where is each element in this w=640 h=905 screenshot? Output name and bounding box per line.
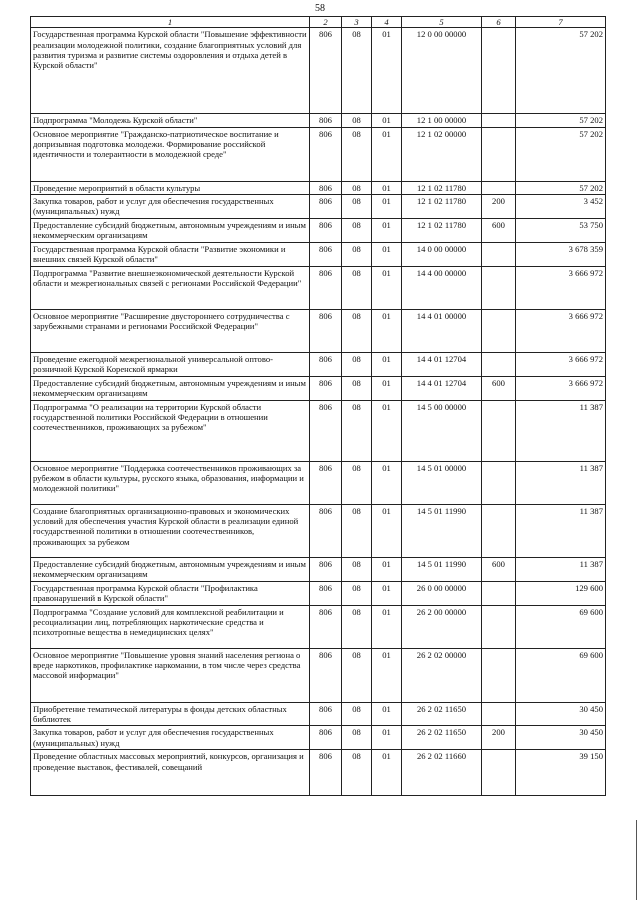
row-admin-code: 806: [310, 376, 342, 400]
row-subsection: 01: [372, 28, 402, 114]
row-target-article: 14 5 01 11990: [402, 504, 482, 557]
column-number: 2: [310, 17, 342, 28]
row-expense-type: [482, 242, 516, 266]
row-expense-type: [482, 702, 516, 726]
row-subsection: 01: [372, 400, 402, 461]
row-admin-code: 806: [310, 242, 342, 266]
row-subsection: 01: [372, 114, 402, 127]
row-target-article: 26 2 02 11650: [402, 726, 482, 750]
row-target-article: 14 4 01 12704: [402, 376, 482, 400]
row-name: Закупка товаров, работ и услуг для обеспечения государственных (муниципальных) нужд: [31, 194, 310, 218]
row-name: Проведение ежегодной межрегиональной универсальной оптово-розничной Курской Коренской ярмарки: [31, 352, 310, 376]
row-subsection: 01: [372, 376, 402, 400]
table-row: [31, 557, 606, 581]
row-expense-type: 600: [482, 218, 516, 242]
column-number: 4: [372, 17, 402, 28]
row-expense-type: [482, 309, 516, 352]
row-name: Государственная программа Курской области "Повышение эффективности реализации молодежной политики, создание благоприятных условий для развития туризма и развитие системы оздоровления и отдыха детей в Курской области": [31, 28, 310, 114]
row-amount: 57 202: [516, 114, 606, 127]
table-row: [31, 581, 606, 605]
row-target-article: 12 1 02 11780: [402, 194, 482, 218]
row-target-article: 26 2 02 00000: [402, 648, 482, 702]
row-amount: 3 666 972: [516, 376, 606, 400]
row-target-article: 26 2 00 00000: [402, 605, 482, 648]
row-admin-code: 806: [310, 28, 342, 114]
row-section: 08: [342, 352, 372, 376]
row-name: Подпрограмма "Создание условий для комплексной реабилитации и ресоциализации лиц, потребляющих наркотические средства и психотропные вещества в немедицинских целях": [31, 605, 310, 648]
row-name: Основное мероприятие "Гражданско-патриотическое воспитание и допризывная подготовка молодежи. Формирование российской идентичности и толерантности в молодежной среде": [31, 127, 310, 181]
row-expense-type: 200: [482, 194, 516, 218]
row-admin-code: 806: [310, 400, 342, 461]
row-target-article: 12 1 02 00000: [402, 127, 482, 181]
row-expense-type: [482, 581, 516, 605]
row-admin-code: 806: [310, 181, 342, 194]
row-section: 08: [342, 218, 372, 242]
column-number: 5: [402, 17, 482, 28]
row-target-article: 12 1 00 00000: [402, 114, 482, 127]
row-subsection: 01: [372, 218, 402, 242]
column-number: 7: [516, 17, 606, 28]
row-expense-type: [482, 750, 516, 796]
row-target-article: 26 0 00 00000: [402, 581, 482, 605]
row-amount: 3 678 359: [516, 242, 606, 266]
row-amount: 3 452: [516, 194, 606, 218]
row-subsection: 01: [372, 726, 402, 750]
row-section: 08: [342, 504, 372, 557]
column-number-row: [31, 17, 606, 28]
row-section: 08: [342, 461, 372, 504]
row-admin-code: 806: [310, 726, 342, 750]
row-admin-code: 806: [310, 461, 342, 504]
row-target-article: 12 1 02 11780: [402, 218, 482, 242]
row-amount: 39 150: [516, 750, 606, 796]
row-amount: 57 202: [516, 28, 606, 114]
row-name: Закупка товаров, работ и услуг для обеспечения государственных (муниципальных) нужд: [31, 726, 310, 750]
row-section: 08: [342, 127, 372, 181]
row-name: Проведение мероприятий в области культуры: [31, 181, 310, 194]
row-section: 08: [342, 726, 372, 750]
row-amount: 129 600: [516, 581, 606, 605]
row-subsection: 01: [372, 557, 402, 581]
row-target-article: 14 4 01 12704: [402, 352, 482, 376]
row-expense-type: [482, 504, 516, 557]
row-subsection: 01: [372, 181, 402, 194]
row-name: Предоставление субсидий бюджетным, автономным учреждениям и иным некоммерческим организациям: [31, 376, 310, 400]
table-row: [31, 376, 606, 400]
row-section: 08: [342, 181, 372, 194]
row-amount: 69 600: [516, 605, 606, 648]
table-row: [31, 309, 606, 352]
row-name: Подпрограмма "Развитие внешнеэкономической деятельности Курской области и межрегиональных связей с регионами Российской Федерации": [31, 266, 310, 309]
table-row: [31, 605, 606, 648]
row-admin-code: 806: [310, 750, 342, 796]
table-row: [31, 218, 606, 242]
row-section: 08: [342, 309, 372, 352]
row-subsection: 01: [372, 194, 402, 218]
row-admin-code: 806: [310, 605, 342, 648]
table-row: [31, 181, 606, 194]
row-subsection: 01: [372, 504, 402, 557]
row-section: 08: [342, 242, 372, 266]
row-amount: 30 450: [516, 726, 606, 750]
page-edge-line: [636, 820, 637, 900]
row-admin-code: 806: [310, 702, 342, 726]
row-amount: 11 387: [516, 461, 606, 504]
row-admin-code: 806: [310, 581, 342, 605]
row-admin-code: 806: [310, 557, 342, 581]
row-section: 08: [342, 648, 372, 702]
row-admin-code: 806: [310, 352, 342, 376]
row-amount: 3 666 972: [516, 352, 606, 376]
row-section: 08: [342, 702, 372, 726]
row-expense-type: [482, 114, 516, 127]
table-row: [31, 648, 606, 702]
table-row: [31, 266, 606, 309]
row-target-article: 14 0 00 00000: [402, 242, 482, 266]
row-target-article: 14 5 01 11990: [402, 557, 482, 581]
column-number: 1: [31, 17, 310, 28]
row-subsection: 01: [372, 605, 402, 648]
row-target-article: 14 4 01 00000: [402, 309, 482, 352]
row-section: 08: [342, 750, 372, 796]
row-target-article: 12 1 02 11780: [402, 181, 482, 194]
row-amount: 3 666 972: [516, 309, 606, 352]
row-subsection: 01: [372, 702, 402, 726]
row-expense-type: [482, 127, 516, 181]
row-subsection: 01: [372, 581, 402, 605]
column-number: 6: [482, 17, 516, 28]
budget-table: [30, 16, 606, 796]
table-row: [31, 194, 606, 218]
row-admin-code: 806: [310, 266, 342, 309]
table-row: [31, 702, 606, 726]
row-target-article: 14 4 00 00000: [402, 266, 482, 309]
row-name: Основное мероприятие "Повышение уровня знаний населения региона о вреде наркотиков, профилактике наркомании, в том числе через средства массовой информации": [31, 648, 310, 702]
page-number: 58: [315, 3, 325, 14]
row-section: 08: [342, 605, 372, 648]
table-row: [31, 127, 606, 181]
row-section: 08: [342, 376, 372, 400]
row-name: Основное мероприятие "Поддержка соотечественников проживающих за рубежом в области культуры, русского языка, образования, информации и молодежной политики": [31, 461, 310, 504]
row-target-article: 14 5 01 00000: [402, 461, 482, 504]
row-expense-type: [482, 181, 516, 194]
row-expense-type: [482, 352, 516, 376]
table-row: [31, 114, 606, 127]
row-subsection: 01: [372, 352, 402, 376]
row-name: Приобретение тематической литературы в фонды детских областных библиотек: [31, 702, 310, 726]
row-expense-type: [482, 266, 516, 309]
row-amount: 3 666 972: [516, 266, 606, 309]
row-amount: 53 750: [516, 218, 606, 242]
row-target-article: 12 0 00 00000: [402, 28, 482, 114]
row-amount: 11 387: [516, 557, 606, 581]
row-section: 08: [342, 114, 372, 127]
table-row: [31, 400, 606, 461]
row-expense-type: 200: [482, 726, 516, 750]
row-admin-code: 806: [310, 504, 342, 557]
table-row: [31, 28, 606, 114]
row-name: Предоставление субсидий бюджетным, автономным учреждениям и иным некоммерческим организациям: [31, 557, 310, 581]
row-amount: 57 202: [516, 127, 606, 181]
table-row: [31, 352, 606, 376]
row-name: Предоставление субсидий бюджетным, автономным учреждениям и иным некоммерческим организациям: [31, 218, 310, 242]
row-subsection: 01: [372, 242, 402, 266]
table-row: [31, 242, 606, 266]
row-name: Создание благоприятных организационно-правовых и экономических условий для обеспечения участия Курской области в реализации единой государственной политики в отношении соотечественников, проживающих за рубежом: [31, 504, 310, 557]
row-amount: 11 387: [516, 504, 606, 557]
row-admin-code: 806: [310, 127, 342, 181]
row-subsection: 01: [372, 266, 402, 309]
row-target-article: 14 5 00 00000: [402, 400, 482, 461]
row-name: Проведение областных массовых мероприятий, конкурсов, организация и проведение выставок, фестивалей, совещаний: [31, 750, 310, 796]
row-target-article: 26 2 02 11660: [402, 750, 482, 796]
row-expense-type: 600: [482, 376, 516, 400]
row-subsection: 01: [372, 127, 402, 181]
row-expense-type: [482, 28, 516, 114]
row-expense-type: [482, 400, 516, 461]
row-section: 08: [342, 557, 372, 581]
table-row: [31, 750, 606, 796]
row-section: 08: [342, 400, 372, 461]
row-section: 08: [342, 28, 372, 114]
row-subsection: 01: [372, 461, 402, 504]
row-name: Основное мероприятие "Расширение двустороннего сотрудничества с зарубежными странами и регионами Российской Федерации": [31, 309, 310, 352]
row-section: 08: [342, 266, 372, 309]
row-name: Государственная программа Курской области "Профилактика правонарушений в Курской области": [31, 581, 310, 605]
table-row: [31, 504, 606, 557]
row-section: 08: [342, 581, 372, 605]
row-name: Подпрограмма "Молодежь Курской области": [31, 114, 310, 127]
row-admin-code: 806: [310, 309, 342, 352]
row-name: Подпрограмма "О реализации на территории Курской области государственной политики Российской Федерации в отношении соотечественников, проживающих за рубежом": [31, 400, 310, 461]
row-expense-type: [482, 605, 516, 648]
row-target-article: 26 2 02 11650: [402, 702, 482, 726]
row-admin-code: 806: [310, 194, 342, 218]
row-expense-type: [482, 648, 516, 702]
row-expense-type: [482, 461, 516, 504]
row-amount: 30 450: [516, 702, 606, 726]
row-amount: 69 600: [516, 648, 606, 702]
row-subsection: 01: [372, 309, 402, 352]
row-expense-type: 600: [482, 557, 516, 581]
row-name: Государственная программа Курской области "Развитие экономики и внешних связей Курской области": [31, 242, 310, 266]
row-admin-code: 806: [310, 648, 342, 702]
table-row: [31, 726, 606, 750]
row-admin-code: 806: [310, 218, 342, 242]
row-subsection: 01: [372, 648, 402, 702]
row-section: 08: [342, 194, 372, 218]
table-row: [31, 461, 606, 504]
row-amount: 11 387: [516, 400, 606, 461]
row-amount: 57 202: [516, 181, 606, 194]
row-admin-code: 806: [310, 114, 342, 127]
column-number: 3: [342, 17, 372, 28]
row-subsection: 01: [372, 750, 402, 796]
